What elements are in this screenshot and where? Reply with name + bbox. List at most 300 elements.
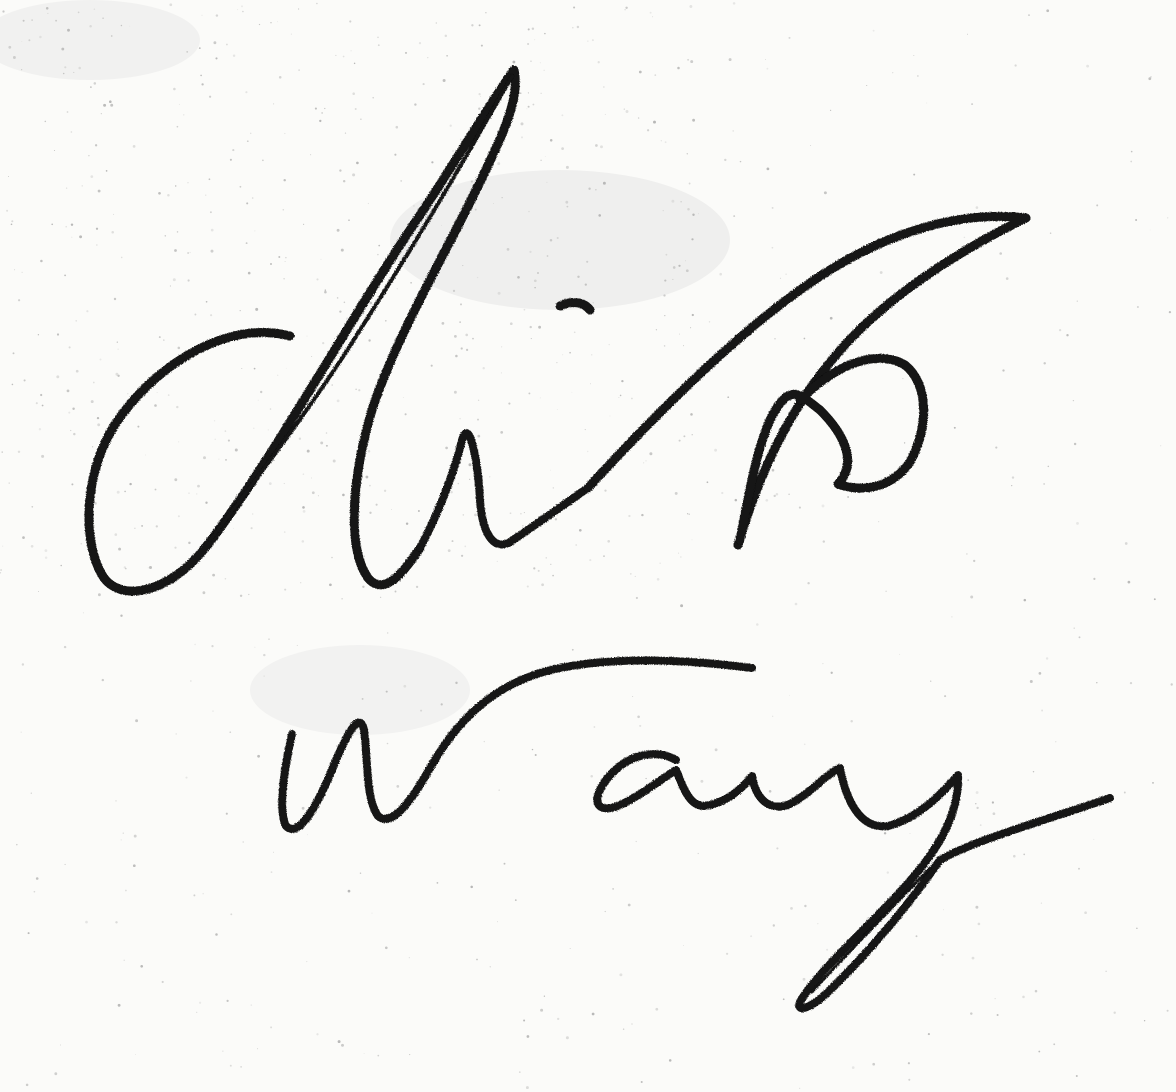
paper-speckle <box>688 513 689 514</box>
paper-speckle <box>117 491 120 494</box>
paper-speckle <box>90 86 92 88</box>
paper-speckle <box>68 412 70 414</box>
paper-speckle <box>719 273 722 276</box>
paper-speckle <box>102 679 104 681</box>
paper-speckle <box>540 62 541 63</box>
paper-speckle <box>22 272 23 273</box>
paper-speckle <box>639 71 642 74</box>
paper-speckle <box>174 249 177 252</box>
paper-speckle <box>26 1084 29 1087</box>
paper-speckle <box>1028 14 1030 16</box>
paper-speckle <box>976 791 979 794</box>
paper-speckle <box>557 409 558 410</box>
paper-speckle <box>124 566 126 568</box>
paper-speckle <box>34 891 36 893</box>
paper-speckle <box>540 160 541 161</box>
paper-speckle <box>623 1028 624 1029</box>
paper-speckle <box>337 229 340 232</box>
paper-speckle <box>526 108 527 109</box>
paper-speckle <box>774 495 776 497</box>
paper-smudges <box>0 0 730 735</box>
paper-speckle <box>531 338 532 339</box>
paper-speckle <box>478 400 479 401</box>
paper-speckle <box>145 454 146 455</box>
paper-speckle <box>732 130 734 132</box>
paper-speckle <box>532 104 534 106</box>
paper-speckle <box>162 981 164 983</box>
paper-speckle <box>13 352 15 354</box>
paper-speckle <box>690 60 693 63</box>
paper-speckle <box>799 1088 800 1089</box>
paper-speckle <box>251 1004 252 1005</box>
paper-speckle <box>145 395 146 396</box>
paper-speckle <box>64 274 66 276</box>
paper-speckle <box>1167 1010 1169 1012</box>
paper-speckle <box>71 483 73 485</box>
paper-speckle <box>561 147 564 150</box>
paper-speckle <box>222 1051 223 1052</box>
paper-speckle <box>233 528 234 529</box>
paper-speckle <box>378 245 380 247</box>
paper-speckle <box>1006 277 1009 280</box>
paper-speckle <box>966 553 967 554</box>
paper-speckle <box>452 150 454 152</box>
paper-speckle <box>733 215 735 217</box>
paper-speckle <box>156 525 158 527</box>
paper-speckle <box>726 953 728 955</box>
paper-speckle <box>343 56 345 58</box>
paper-speckle <box>322 342 324 344</box>
paper-speckle <box>917 75 918 76</box>
paper-speckle <box>343 180 345 182</box>
paper-speckle <box>530 326 532 328</box>
paper-speckle <box>341 1044 344 1047</box>
paper-speckle <box>431 365 433 367</box>
paper-speckle <box>1096 682 1097 683</box>
paper-speckle <box>377 37 378 38</box>
paper-speckle <box>595 144 598 147</box>
paper-speckle <box>512 61 515 64</box>
paper-speckle <box>830 110 831 111</box>
paper-speckle <box>783 998 785 1000</box>
paper-speckle <box>97 423 100 426</box>
paper-speckle <box>372 97 374 99</box>
paper-speckle <box>600 145 603 148</box>
paper-speckle <box>121 839 122 840</box>
paper-speckle <box>1171 683 1173 685</box>
paper-speckle <box>240 186 242 188</box>
paper-speckle <box>592 1013 595 1016</box>
paper-speckle <box>199 47 201 49</box>
paper-speckle <box>504 863 506 865</box>
paper-speckle <box>570 948 571 949</box>
paper-speckle <box>248 272 251 275</box>
paper-speckle <box>385 946 388 949</box>
paper-speckle <box>341 249 344 252</box>
paper-speckle <box>255 308 258 311</box>
paper-speckle <box>135 1054 136 1055</box>
paper-speckle <box>284 133 285 134</box>
paper-speckle <box>70 430 71 431</box>
paper-speckle <box>497 162 500 165</box>
paper-speckle <box>368 203 369 204</box>
paper-speckle <box>312 491 315 494</box>
paper-speckle <box>964 237 966 239</box>
paper-speckle <box>396 785 399 788</box>
paper-speckle <box>31 506 33 508</box>
paper-speckle <box>201 83 203 85</box>
paper-speckle <box>908 1062 910 1064</box>
paper-speckle <box>311 356 312 357</box>
paper-speckle <box>954 427 956 429</box>
paper-speckle <box>42 405 44 407</box>
paper-speckle <box>967 34 968 35</box>
paper-speckle <box>229 731 231 733</box>
paper-speckle <box>94 502 97 505</box>
paper-speckle <box>299 438 301 440</box>
paper-speckle <box>618 397 619 398</box>
paper-speckle <box>535 754 537 756</box>
paper-speckle <box>967 779 969 781</box>
paper-speckle <box>910 833 911 834</box>
signature-stroke-i <box>420 433 588 548</box>
paper-speckle <box>71 237 72 238</box>
paper-speckle <box>45 549 48 552</box>
paper-speckle <box>240 310 241 311</box>
paper-speckle <box>1055 741 1056 742</box>
paper-speckle <box>259 24 260 25</box>
paper-speckle <box>69 346 71 348</box>
paper-speckle <box>370 398 371 399</box>
paper-speckle <box>253 428 254 429</box>
paper-speckle <box>20 731 21 732</box>
paper-speckle <box>177 231 179 233</box>
paper-speckle <box>975 906 978 909</box>
paper-speckle <box>469 463 472 466</box>
paper-speckle <box>210 211 212 213</box>
paper-speckle <box>442 322 445 325</box>
paper-speckle <box>66 187 67 188</box>
paper-speckle <box>96 228 98 230</box>
paper-speckle <box>241 5 243 7</box>
paper-speckle <box>450 491 452 493</box>
paper-speckle <box>268 638 270 640</box>
paper-speckle <box>258 400 259 401</box>
paper-speckle <box>321 259 322 260</box>
paper-speckle <box>664 315 665 316</box>
paper-speckle <box>524 309 526 311</box>
paper-speckle <box>333 460 336 463</box>
paper-speckle <box>528 392 530 394</box>
paper-speckle <box>550 470 551 471</box>
paper-speckle <box>91 400 94 403</box>
paper-speckle <box>97 417 99 419</box>
paper-speckle <box>992 801 994 803</box>
paper-speckle <box>605 911 606 912</box>
paper-speckle <box>975 803 976 804</box>
paper-speckle <box>364 1053 365 1054</box>
paper-speckle <box>351 50 352 51</box>
paper-speckle <box>1066 334 1068 336</box>
paper-speckle <box>772 207 774 209</box>
paper-speckle <box>788 37 790 39</box>
paper-speckle <box>590 775 593 778</box>
paper-speckle <box>316 278 318 280</box>
paper-speckle <box>199 1002 201 1004</box>
paper-speckle <box>303 510 306 513</box>
paper-speckle <box>1050 232 1051 233</box>
paper-speckle <box>117 375 119 377</box>
paper-speckle <box>378 44 380 46</box>
paper-speckle <box>2 451 3 452</box>
paper-speckle <box>1136 928 1137 929</box>
paper-speckle <box>546 557 547 558</box>
paper-speckle <box>331 384 333 386</box>
paper-speckle <box>544 70 545 71</box>
paper-speckle <box>477 435 480 438</box>
paper-speckle <box>765 59 766 60</box>
paper-speckle <box>85 921 88 924</box>
paper-speckle <box>95 144 97 146</box>
paper-speckle <box>79 235 82 238</box>
paper-speckle <box>54 150 55 151</box>
paper-speckle <box>348 890 351 893</box>
paper-speckle <box>75 320 76 321</box>
paper-speckle <box>632 696 633 697</box>
paper-speckle <box>197 485 200 488</box>
paper-speckle <box>830 317 833 320</box>
paper-speckle <box>913 55 914 56</box>
paper-speckle <box>211 250 214 253</box>
paper-speckle <box>577 26 579 28</box>
paper-speckle <box>664 345 666 347</box>
paper-speckle <box>437 882 439 884</box>
paper-speckle <box>326 432 328 434</box>
paper-speckle <box>400 180 402 182</box>
paper-speckle <box>60 565 62 567</box>
paper-speckle <box>776 847 778 849</box>
paper-speckle <box>973 560 975 562</box>
paper-speckle <box>528 28 530 30</box>
paper-speckle <box>476 959 478 961</box>
paper-speckle <box>552 575 554 577</box>
paper-speckle <box>348 219 350 221</box>
paper-speckle <box>94 82 97 85</box>
paper-speckle <box>852 1066 855 1069</box>
paper-speckle <box>284 483 285 484</box>
paper-speckle <box>325 289 327 291</box>
paper-speckle <box>269 482 272 485</box>
paper-speckle <box>237 9 238 10</box>
paper-speckle <box>315 108 317 110</box>
paper-speckle <box>1130 161 1132 163</box>
paper-speckle <box>209 178 211 180</box>
paper-speckle <box>571 392 572 393</box>
paper-speckle <box>96 245 97 246</box>
paper-speckle <box>904 442 905 443</box>
paper-speckle <box>176 406 178 408</box>
paper-speckle <box>1148 77 1151 80</box>
paper-speckle <box>283 209 285 211</box>
paper-speckle <box>302 807 305 810</box>
paper-speckle <box>285 261 286 262</box>
paper-speckle <box>1169 311 1171 313</box>
paper-speckle <box>650 12 652 14</box>
paper-speckle <box>679 440 681 442</box>
paper-speckle <box>885 591 886 592</box>
paper-speckle <box>342 494 345 497</box>
paper-speckle <box>603 555 605 557</box>
paper-speckle <box>298 8 299 9</box>
paper-speckle <box>823 540 825 542</box>
paper-speckle <box>65 864 66 865</box>
paper-speckle <box>394 154 396 156</box>
paper-speckle <box>715 748 718 751</box>
paper-speckle <box>522 525 523 526</box>
paper-speckle <box>831 672 833 674</box>
paper-speckle <box>1043 362 1045 364</box>
paper-speckle <box>355 108 357 110</box>
paper-speckle <box>384 490 386 492</box>
paper-speckle <box>56 375 59 378</box>
paper-speckle <box>469 479 470 480</box>
paper-speckle <box>687 59 689 61</box>
paper-speckle <box>431 161 433 163</box>
paper-speckle <box>338 1040 341 1043</box>
paper-speckle <box>148 567 149 568</box>
paper-speckle <box>1137 306 1139 308</box>
paper-speckle <box>369 485 371 487</box>
paper-speckle <box>318 495 319 496</box>
paper-speckle <box>562 354 563 355</box>
paper-speckle <box>1022 996 1025 999</box>
paper-speckle <box>458 483 459 484</box>
paper-speckle <box>573 6 575 8</box>
paper-speckle <box>51 223 53 225</box>
paper-speckle <box>471 24 473 26</box>
paper-speckle <box>250 133 251 134</box>
paper-speckle <box>311 478 312 479</box>
paper-speckle <box>113 214 114 215</box>
paper-speckle <box>533 567 535 569</box>
paper-speckle <box>452 540 454 542</box>
paper-speckle <box>92 446 93 447</box>
paper-speckle <box>247 140 249 142</box>
paper-speckle <box>98 593 101 596</box>
paper-speckle <box>2 546 3 547</box>
paper-speckle <box>675 492 678 495</box>
paper-speckle <box>175 185 176 186</box>
paper-speckle <box>587 451 588 452</box>
paper-speckle <box>395 591 397 593</box>
paper-speckle <box>621 380 623 382</box>
paper-speckle <box>38 591 39 592</box>
paper-speckle <box>714 449 717 452</box>
paper-speckle <box>729 58 732 61</box>
paper-speckle <box>995 447 997 449</box>
paper-speckle <box>405 413 407 415</box>
paper-speckle <box>183 114 184 115</box>
paper-speckle <box>22 663 24 665</box>
paper-speckle <box>165 235 166 236</box>
paper-speckle <box>641 1081 643 1083</box>
paper-speckle <box>206 301 208 303</box>
paper-speckle <box>209 96 211 98</box>
paper-speckle <box>252 197 254 199</box>
paper-speckle <box>678 553 679 554</box>
paper-speckle <box>607 540 610 543</box>
paper-speckle <box>569 352 571 354</box>
paper-speckle <box>1074 627 1075 628</box>
paper-speckle <box>928 1033 930 1035</box>
paper-speckle <box>141 525 143 527</box>
paper-speckle <box>803 978 806 981</box>
paper-speckle <box>436 22 437 23</box>
paper-speckle <box>140 965 143 968</box>
paper-speckle <box>377 1055 379 1057</box>
paper-speckle <box>137 426 139 428</box>
paper-speckle <box>788 493 790 495</box>
paper-speckle <box>248 594 249 595</box>
paper-speckle <box>155 489 157 491</box>
paper-speckle <box>733 2 736 5</box>
paper-speckle <box>521 136 523 138</box>
paper-speckle <box>538 570 540 572</box>
paper-speckle <box>45 121 47 123</box>
paper-speckle <box>902 378 903 379</box>
paper-speckle <box>478 93 480 95</box>
paper-speckle <box>194 644 195 645</box>
paper-speckle <box>497 561 498 562</box>
paper-speckle <box>490 966 491 967</box>
paper-speckle <box>98 190 101 193</box>
paper-speckle <box>235 449 238 452</box>
paper-speckle <box>555 518 557 520</box>
paper-speckle <box>178 515 180 517</box>
paper-speckle <box>620 395 622 397</box>
paper-speckle <box>460 139 462 141</box>
paper-speckle <box>405 52 407 54</box>
paper-speckle <box>1014 64 1016 66</box>
paper-speckle <box>277 375 278 376</box>
paper-speckle <box>721 492 723 494</box>
paper-speckle <box>284 589 286 591</box>
paper-speckle <box>211 229 214 232</box>
paper-speckle <box>1074 443 1076 445</box>
paper-speckle <box>230 1065 232 1067</box>
paper-speckle <box>464 546 466 548</box>
paper-speckle <box>64 646 66 648</box>
paper-speckle <box>707 481 709 483</box>
paper-speckle <box>173 88 176 91</box>
paper-speckle <box>817 923 818 924</box>
paper-speckle <box>263 654 265 656</box>
paper-speckle <box>594 726 596 728</box>
paper-speckle <box>18 299 20 301</box>
paper-speckle <box>230 913 232 915</box>
paper-speckle <box>114 533 117 536</box>
paper-speckle <box>501 346 502 347</box>
paper-speckle <box>403 397 404 398</box>
paper-speckle <box>466 349 468 351</box>
paper-speckle <box>190 680 191 681</box>
paper-speckle <box>1130 682 1132 684</box>
paper-speckle <box>1077 300 1078 301</box>
paper-speckle <box>189 252 190 253</box>
paper-speckle <box>477 419 479 421</box>
paper-speckle <box>188 493 189 494</box>
paper-speckle <box>598 61 600 63</box>
